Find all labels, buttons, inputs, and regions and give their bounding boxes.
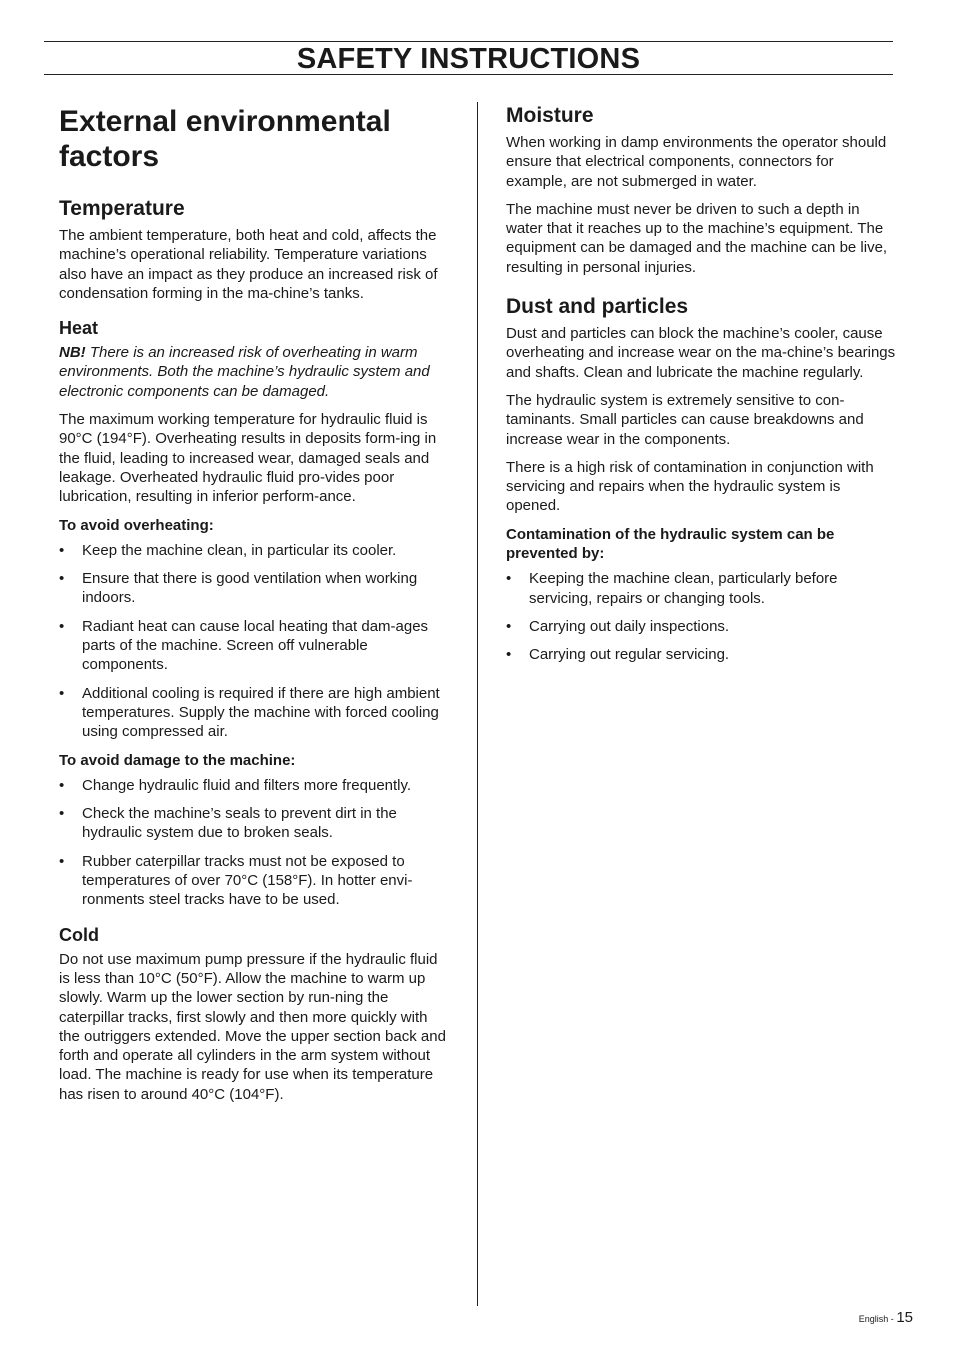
list-item: • Ensure that there is good ventilation when working indoors. bbox=[59, 569, 449, 608]
list-item: • Keep the machine clean, in particular its cooler. bbox=[59, 541, 449, 560]
moisture-text-2: The machine must never be driven to such a depth in water that it reaches up to the machine’s equipment. The equipment can be damaged and the machine can be live, resulting in personal injuries. bbox=[506, 200, 888, 276]
cold-text: Do not use maximum pump pressure if the hydraulic fluid is less than 10°C (50°F). Allow the machine to warm up slowly. Warm up the lower section by run-ning the caterpillar tracks, first slowly and then more quickly with the outriggers extended. Move the upper section back and forth and operate all cylinders in the arm system without load. The machine is ready for use when its temperature has risen to around 40°C (104°F). bbox=[59, 950, 446, 1103]
list-item: • Rubber caterpillar tracks must not be exposed to temperatures of over 70°C (158°F). In hotter envi-ronments steel tracks have to be used. bbox=[59, 852, 449, 910]
avoid-damage-label: To avoid damage to the machine: bbox=[59, 751, 296, 769]
dust-text-2: The hydraulic system is extremely sensitive to con-taminants. Small particles can cause breakdowns and increase wear in the components. bbox=[506, 391, 864, 448]
prevent-label: Contamination of the hydraulic system can be prevented by: bbox=[506, 525, 835, 563]
heat-nb-note bbox=[59, 343, 449, 401]
left-column bbox=[59, 100, 449, 1113]
list-item: • Additional cooling is required if there are high ambient temperatures. Supply the machine with forced cooling using compressed air. bbox=[59, 684, 449, 742]
nb-text: There is an increased risk of overheating in warm environments. Both the machine’s hydraulic system and electronic components can be damaged. bbox=[59, 344, 430, 400]
temperature-text: The ambient temperature, both heat and cold, affects the machine’s operational reliability. Temperature variations also have an impact as they produce an increased risk of condensation forming in the ma-chine’s tanks. bbox=[59, 227, 438, 302]
list-item: • Carrying out regular servicing. bbox=[506, 645, 898, 664]
dust-text-3: There is a high risk of contamination in conjunction with servicing and repairs when the hydraulic system is opened. bbox=[506, 458, 874, 515]
page-footer bbox=[859, 1308, 913, 1329]
list-item: • Radiant heat can cause local heating that dam-ages parts of the machine. Screen off vulnerable components. bbox=[59, 617, 449, 675]
column-divider bbox=[477, 102, 478, 1306]
temperature-heading: Temperature bbox=[59, 197, 185, 220]
cold-heading: Cold bbox=[59, 924, 99, 945]
prevent-list bbox=[506, 569, 898, 664]
list-item: • Check the machine’s seals to prevent dirt in the hydraulic system due to broken seals. bbox=[59, 804, 449, 843]
right-column bbox=[506, 103, 898, 674]
dust-text-1: Dust and particles can block the machine’s cooler, cause overheating and increase wear on the ma-chine’s bearings and shafts. Clean and lubricate the machine regularly. bbox=[506, 325, 896, 381]
avoid-overheating-list bbox=[59, 541, 449, 742]
section-title: External environmental factors bbox=[59, 105, 391, 173]
header-rule-bottom bbox=[44, 74, 893, 75]
list-item: • Carrying out daily inspections. bbox=[506, 617, 898, 636]
heat-text: The maximum working temperature for hydraulic fluid is 90°C (194°F). Overheating results in deposits form-ing in the fluid, leading to increased wear, damaged seals and leakage. Overheated hydraulic fluid pro-vides poor lubrication, resulting in inferior perform-ance. bbox=[59, 411, 437, 506]
moisture-heading: Moisture bbox=[506, 104, 594, 127]
list-item: • Keeping the machine clean, particularly before servicing, repairs or changing tools. bbox=[506, 569, 898, 608]
avoid-damage-list bbox=[59, 776, 449, 910]
heat-heading: Heat bbox=[59, 318, 99, 339]
moisture-text-1: When working in damp environments the operator should ensure that electrical components, connectors for example, are not submerged in water. bbox=[506, 134, 887, 190]
page-header: SAFETY INSTRUCTIONS bbox=[296, 43, 641, 75]
page-number: 15 bbox=[896, 1309, 913, 1326]
nb-label: NB! bbox=[59, 344, 86, 362]
dust-heading: Dust and particles bbox=[506, 295, 689, 319]
avoid-overheating-label: To avoid overheating: bbox=[59, 516, 214, 534]
list-item: • Change hydraulic fluid and filters more frequently. bbox=[59, 776, 449, 795]
footer-language: English - bbox=[858, 1314, 897, 1324]
